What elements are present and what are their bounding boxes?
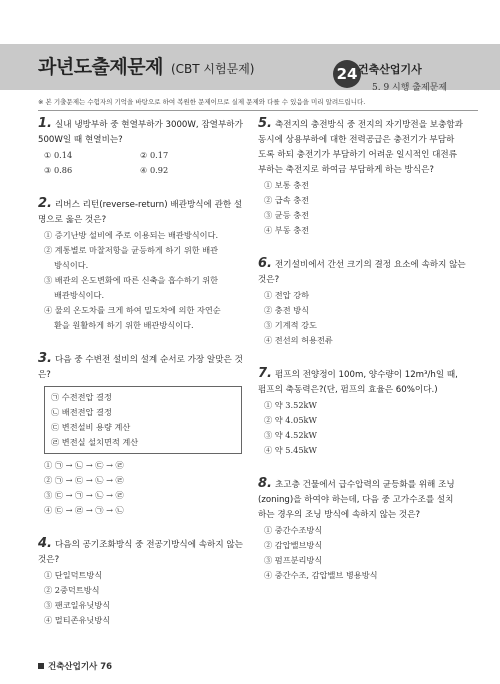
question-text: 축전지의 충전방식 중 전지의 자기방전을 보충함과 (274, 120, 463, 130)
option: ② 급속 충전 (264, 195, 310, 205)
question-text: 리버스 리턴(reverse-return) 배관방식에 관한 설 (54, 200, 243, 210)
page-footer (38, 660, 112, 672)
option: ④ 중간수조, 감압밸브 병용방식 (264, 570, 378, 580)
question-text: 도록 하되 충전기가 부담하기 어려운 일시적인 대전류 (258, 150, 458, 160)
question-number: 4. (38, 536, 52, 551)
option: ① 단일덕트방식 (44, 570, 103, 580)
option-row (38, 148, 248, 163)
question-text: 명으로 옳은 것은? (38, 215, 107, 225)
title-block (38, 52, 254, 86)
option: ① 0.14 (44, 150, 73, 160)
question-text: 동시에 상용부하에 대한 전력공급은 충전기가 부담하 (258, 135, 455, 145)
question-number: 6. (258, 256, 272, 271)
option: ② 2중덕트방식 (44, 585, 100, 595)
option: ④ 0.92 (140, 165, 169, 175)
option: ③ ㉢ → ㉠ → ㉡ → ㉣ (44, 490, 124, 500)
question-text: 500W일 때 현열비는? (38, 135, 123, 145)
option: ① 약 3.52kW (264, 400, 317, 410)
question-text: 하는 경우의 조닝 방식에 속하지 않는 것은? (258, 510, 421, 520)
option: ③ 펌프분리방식 (264, 555, 323, 565)
question-text: 다음의 공기조화방식 중 전공기방식에 속하지 않는 (54, 540, 243, 550)
option: ④ 전선의 허용전류 (264, 335, 333, 345)
right-column (258, 116, 468, 591)
question-text: 은? (38, 370, 51, 380)
option: ④ 부동 충전 (264, 225, 310, 235)
question-number: 5. (258, 116, 272, 131)
question-text: 초고층 건물에서 급수압력의 균등화를 위해 조닝 (274, 480, 455, 490)
option: ① ㉠ → ㉡ → ㉢ → ㉣ (44, 460, 124, 470)
box-item: ㉣ 변전실 설치면적 계산 (51, 437, 139, 447)
question-8 (258, 476, 468, 583)
question-text: 것은? (38, 555, 60, 565)
left-column (38, 116, 248, 636)
option-continuation: 방식이다. (54, 260, 89, 270)
header-divider (38, 110, 478, 111)
option: ④ 약 5.45kW (264, 445, 317, 455)
option: ② 계통별로 마찰저항을 균등하게 하기 위한 배관 (44, 245, 219, 255)
question-text: (zoning)을 하여야 하는데, 다음 중 고가수조를 설치 (258, 495, 454, 505)
exam-category-label: 건축산업기사 (358, 63, 422, 76)
question-text: 것은? (258, 275, 280, 285)
question-text: 다음 중 수변전 설비의 설계 순서로 가장 알맞은 것 (54, 355, 243, 365)
question-5 (258, 116, 468, 238)
question-number: 7. (258, 366, 272, 381)
option: ③ 0.86 (44, 165, 73, 175)
question-3 (38, 351, 248, 518)
question-text: 실내 냉방부하 중 현열부하가 3000W, 잠열부하가 (54, 120, 243, 130)
page-subtitle: (CBT 시험문제) (170, 62, 255, 76)
option: ① 중간수조방식 (264, 525, 323, 535)
option: ① 보통 충전 (264, 180, 310, 190)
notice-text: ※ 본 기출문제는 수험자의 기억을 바탕으로 하여 복원한 문제이므로 실제 문제와 다를 수 있음을 미리 알려드립니다. (38, 98, 366, 106)
option: ② 0.17 (140, 150, 169, 160)
option: ③ 약 4.52kW (264, 430, 317, 440)
question-number: 3. (38, 351, 52, 366)
question-4 (38, 536, 248, 628)
box-item: ㉢ 변전설비 용량 계산 (51, 422, 131, 432)
question-text: 부하는 축전지로 하여금 부담하게 하는 방식은? (258, 165, 434, 175)
question-number: 8. (258, 476, 272, 491)
page-number: 76 (100, 662, 113, 672)
header-top-space (0, 0, 500, 44)
option: ② ㉠ → ㉢ → ㉡ → ㉣ (44, 475, 124, 485)
option: ③ 기계적 강도 (264, 320, 317, 330)
question-text: 펌프의 전양정이 100m, 양수량이 12m³/h일 때, (274, 370, 458, 380)
exam-date: 5. 9 시행 출제문제 (372, 83, 448, 93)
question-2 (38, 196, 248, 333)
question-number: 1. (38, 116, 52, 131)
box-item: ㉡ 배전전압 결정 (51, 407, 112, 417)
question-number: 2. (38, 196, 52, 211)
option: ③ 균등 충전 (264, 210, 310, 220)
option-continuation: 환을 원활하게 하기 위한 배관방식이다. (54, 320, 194, 330)
option: ③ 배관의 온도변화에 따른 신축을 흡수하기 위한 (44, 275, 219, 285)
question-7 (258, 366, 468, 458)
question-text: 펌프의 축동력은?(단, 펌프의 효율은 60%이다.) (258, 385, 438, 395)
question-1 (38, 116, 248, 178)
option: ① 증기난방 설비에 주로 이용되는 배관방식이다. (44, 230, 219, 240)
footer-square-icon (38, 663, 44, 669)
option-row (38, 163, 248, 178)
option: ② 감압밸브방식 (264, 540, 323, 550)
page-header (0, 0, 500, 93)
box-item: ㉠ 수전전압 결정 (51, 392, 112, 402)
question-box (44, 386, 242, 454)
option-continuation: 배관방식이다. (54, 290, 105, 300)
option: ② 충전 방식 (264, 305, 310, 315)
question-6 (258, 256, 468, 348)
exam-number-badge: 24 (333, 60, 361, 88)
option: ② 약 4.05kW (264, 415, 317, 425)
page-title: 과년도출제문제 (38, 56, 163, 78)
option: ④ 멀티존유닛방식 (44, 615, 111, 625)
option: ① 전압 강하 (264, 290, 310, 300)
footer-label: 건축산업기사 (48, 662, 98, 672)
option: ④ ㉢ → ㉣ → ㉠ → ㉡ (44, 505, 124, 515)
option: ④ 물의 온도차를 크게 하여 밀도차에 의한 자연순 (44, 305, 221, 315)
question-text: 전기설비에서 간선 크기의 결정 요소에 속하지 않는 (274, 260, 466, 270)
option: ③ 팬코일유닛방식 (44, 600, 111, 610)
